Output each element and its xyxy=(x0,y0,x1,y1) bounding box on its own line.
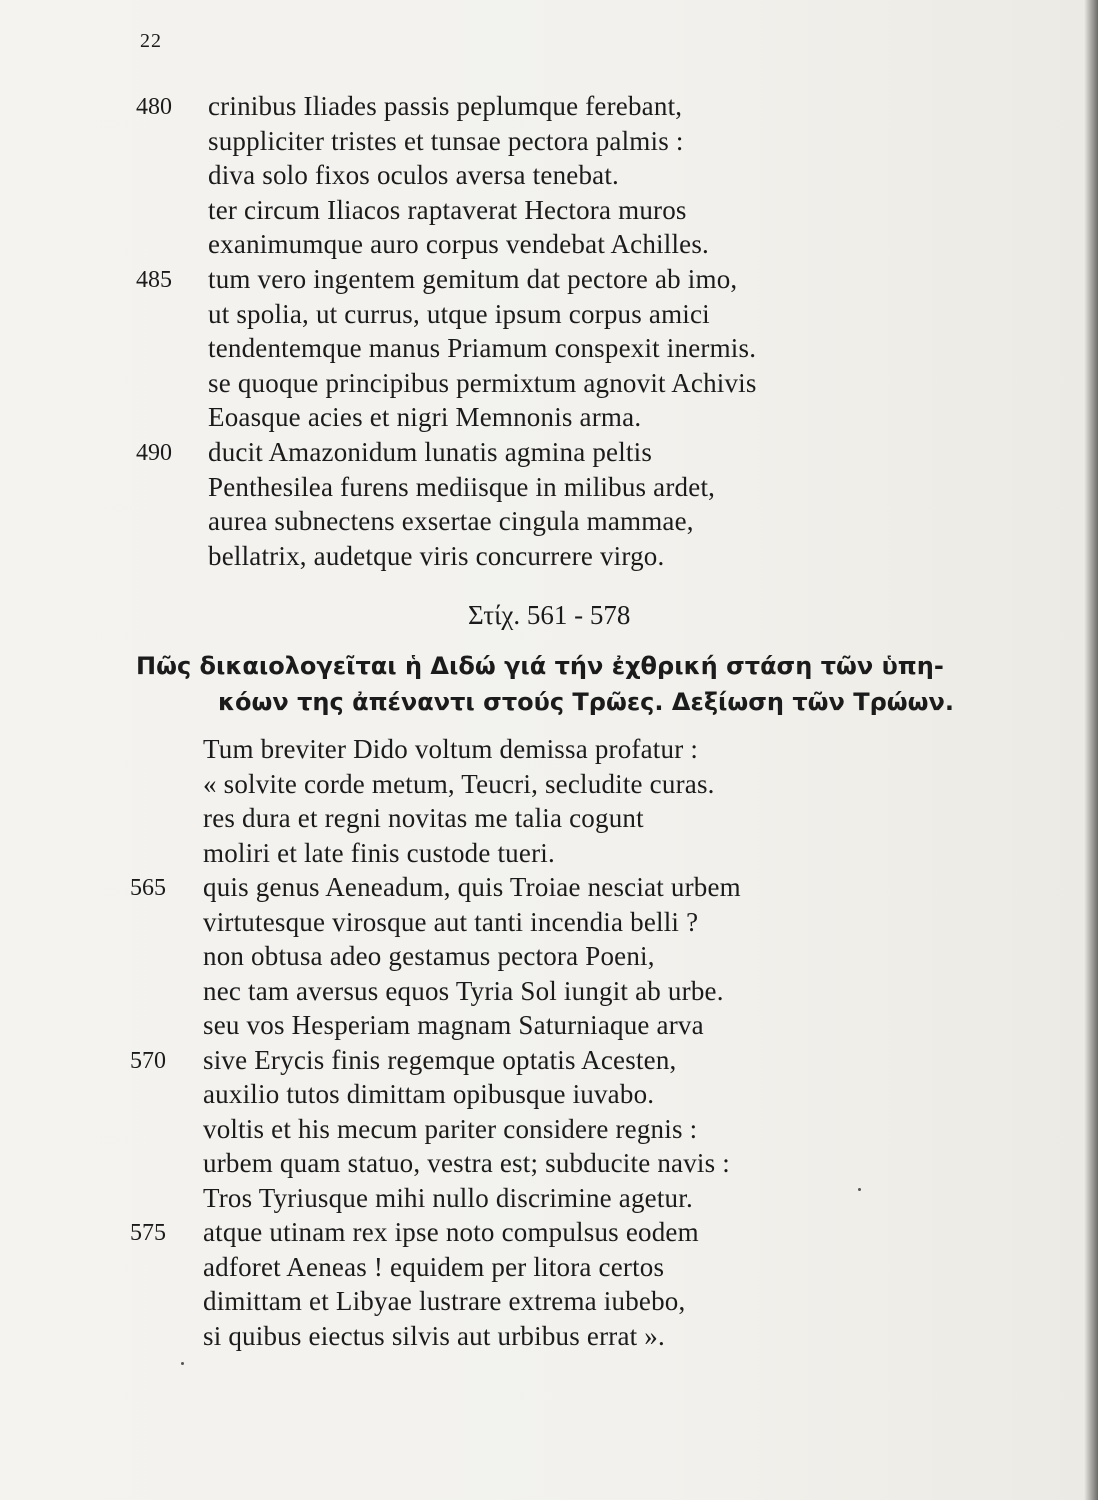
verse-line: ut spolia, ut currus, utque ipsum corpus amici xyxy=(208,298,710,329)
verse-line: atque utinam rex ipse noto compulsus eodem xyxy=(203,1217,699,1247)
verse-line: tum vero ingentem gemitum dat pectore ab imo, xyxy=(208,264,738,294)
verse-line: « solvite corde metum, Teucri, secludite curas. xyxy=(203,768,715,799)
verse-line: diva solo fixos oculos aversa tenebat. xyxy=(208,160,619,191)
verse-reference: Στίχ. 561 - 578 xyxy=(468,600,631,630)
verse-line: Eoasque acies et nigri Memnonis arma. xyxy=(208,402,642,433)
verse-line: virtutesque virosque aut tanti incendia belli ? xyxy=(203,906,699,937)
ink-speck xyxy=(858,1188,861,1191)
verse-line: dimittam et Libyae lustrare extrema iubebo, xyxy=(203,1286,686,1316)
line-number: 565 xyxy=(130,875,166,901)
verse-line: Tros Tyriusque mihi nullo discrimine agetur. xyxy=(203,1182,693,1213)
verse-line: quis genus Aeneadum, quis Troiae nesciat urbem xyxy=(203,872,741,902)
binding-shadow xyxy=(1084,0,1098,1500)
verse-line: tendentemque manus Priamum conspexit inermis. xyxy=(208,333,757,364)
line-number: 575 xyxy=(130,1220,166,1246)
verse-line: ter circum Iliacos raptaverat Hectora muros xyxy=(208,194,687,225)
line-number: 570 xyxy=(130,1047,166,1074)
line-number: 490 xyxy=(136,440,172,466)
verse-line: aurea subnectens exsertae cingula mammae, xyxy=(208,506,694,537)
verse-line: Penthesilea furens mediisque in milibus ardet, xyxy=(208,471,716,502)
ink-speck xyxy=(181,1362,184,1365)
verse-line: suppliciter tristes et tunsae pectora palmis : xyxy=(208,125,684,156)
line-number: 480 xyxy=(136,94,172,120)
verse-line: crinibus Iliades passis peplumque ferebant, xyxy=(208,91,683,121)
greek-heading-line-1: Πῶς δικαιολογεῖται ἡ Διδώ γιά τήν ἐχθρική στάση τῶν ὑπη- xyxy=(136,652,944,680)
verse-line: res dura et regni novitas me talia cogunt xyxy=(203,803,644,833)
page-number: 22 xyxy=(140,30,162,52)
verse-line: nec tam aversus equos Tyria Sol iungit ab urbe. xyxy=(203,975,724,1006)
verse-line: seu vos Hesperiam magnam Saturniaque arva xyxy=(203,1010,704,1040)
verse-line: Tum breviter Dido voltum demissa profatur : xyxy=(203,734,699,764)
verse-line: exanimumque auro corpus vendebat Achilles. xyxy=(208,229,710,260)
verse-line: moliri et late finis custode tueri. xyxy=(203,837,555,868)
verse-line: adforet Aeneas ! equidem per litora certos xyxy=(203,1251,665,1282)
greek-heading-line-2: κόων της ἀπέναντι στούς Τρῶες. Δεξίωση τῶν Τρώων. xyxy=(218,688,954,716)
verse-line: voltis et his mecum pariter considere regnis : xyxy=(203,1113,698,1144)
verse-line: ducit Amazonidum lunatis agmina peltis xyxy=(208,437,653,467)
verse-line: bellatrix, audetque viris concurrere virgo. xyxy=(208,540,665,571)
verse-line: si quibus eiectus silvis aut urbibus errat ». xyxy=(203,1320,665,1351)
verse-line: non obtusa adeo gestamus pectora Poeni, xyxy=(203,941,655,971)
verse-line: se quoque principibus permixtum agnovit Achivis xyxy=(208,367,757,398)
line-number: 485 xyxy=(136,267,172,293)
verse-line: auxilio tutos dimittam opibusque iuvabo. xyxy=(203,1079,655,1109)
verse-line: urbem quam statuo, vestra est; subducite navis : xyxy=(203,1148,730,1178)
verse-line: sive Erycis finis regemque optatis Acesten, xyxy=(203,1044,677,1075)
